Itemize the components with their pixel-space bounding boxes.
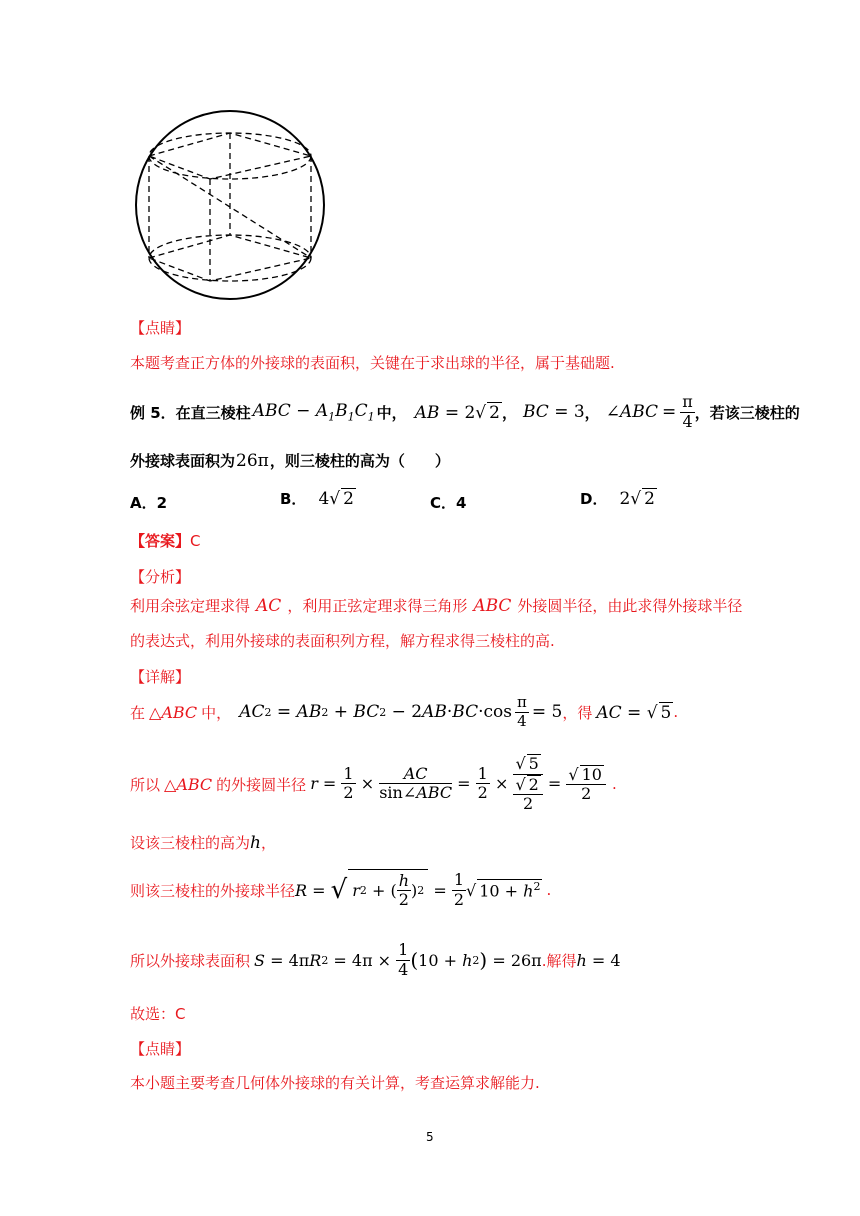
detail-step4: 则该三棱柱的外接球半径 R = √ r 2 + ( $\frac{h}{2}$ ) 2 = $\frac{1}{2}$ √ $10 + h^2$ . xyxy=(130,862,551,918)
prism-name: ABC − $A_1B_1C_1$ xyxy=(252,400,375,424)
answer-value: C xyxy=(190,532,201,550)
example5-line2a: 外接球表面积为 xyxy=(130,452,236,470)
choose-answer: 故选：C xyxy=(130,1005,186,1023)
answer-line xyxy=(130,530,201,551)
example5-mid: 中， xyxy=(376,403,407,422)
surface-area-value: 26π xyxy=(236,450,269,471)
bc-value: BC = 3 xyxy=(522,402,585,422)
example5-line1 xyxy=(130,392,800,432)
height-result: h = 4 xyxy=(576,950,621,970)
detail-text: 中， xyxy=(201,703,232,722)
geometry-figure xyxy=(130,108,330,304)
analysis-text: 外接圆半径，由此求得外接球半径 xyxy=(517,597,743,615)
option-b-letter: B． xyxy=(280,490,307,508)
cylinder-bottom-ellipse xyxy=(149,235,311,281)
triangle-abc: △ABC xyxy=(164,774,213,794)
detail-text: 所以 xyxy=(130,775,161,794)
answer-header: 【答案】 xyxy=(130,532,191,550)
analysis-header: 【分析】 xyxy=(130,568,191,586)
detail-text: 所以外接球表面积 xyxy=(130,951,251,970)
triangle-abc: △ABC xyxy=(149,702,198,722)
option-b-value: 4√ 2 xyxy=(318,489,354,509)
option-a[interactable] xyxy=(130,492,167,513)
comment1-text: 本题考查正方体的外接球的表面积，关键在于求出球的半径，属于基础题. xyxy=(130,354,615,372)
comma: ， xyxy=(584,403,600,422)
example5-line2b: ，则三棱柱的高为（ ） xyxy=(269,452,450,470)
option-d-letter: D． xyxy=(580,490,608,508)
comma: ， xyxy=(501,403,517,422)
ab-value: AB = 2√ 2 xyxy=(414,402,500,423)
page-number: 5 xyxy=(426,1130,434,1144)
detail-text: 则该三棱柱的外接球半径 xyxy=(130,881,296,900)
detail-header: 【详解】 xyxy=(130,668,191,686)
detail-text: ， xyxy=(260,834,276,852)
analysis-line2: 的表达式，利用外接球的表面积列方程，解方程求得三棱柱的高. xyxy=(130,632,555,650)
option-a-letter: A． xyxy=(130,494,157,512)
option-d[interactable] xyxy=(580,488,657,509)
circumradius-equation: r = $\frac{1}{2}$ × $\frac{AC}{\text{sin∠ABC}}$ = $\frac{1}{2}$ × $\frac{√ 5}{\frac{√ 2}{2}}$ = $\frac{√ 10}{2}$ xyxy=(310,754,606,813)
detail-text: .解得 xyxy=(541,951,577,970)
comment2-header: 【点睛】 xyxy=(130,1040,191,1058)
detail-step2: 所以 △ABC 的外接圆半径 r = $\frac{1}{2}$ × $\frac{AC}{\text{sin∠ABC}}$ = $\frac{1}{2}$ × $\frac{√ 5}{\frac{√ 2}{2}}$ = $\frac{√ 10}{2}$ . xyxy=(130,754,617,814)
option-a-value: 2 xyxy=(156,494,168,512)
option-c-letter: C． xyxy=(430,494,457,512)
example5-line2 xyxy=(130,450,450,471)
analysis-ac: AC xyxy=(256,595,282,616)
comment2-text: 本小题主要考查几何体外接球的有关计算，考查运算求解能力. xyxy=(130,1074,540,1092)
detail-step3 xyxy=(130,832,276,853)
option-c-value: 4 xyxy=(456,494,467,512)
analysis-text: 利用余弦定理求得 xyxy=(130,597,251,615)
analysis-text: ，利用正弦定理求得三角形 xyxy=(287,597,468,615)
detail-text: 的外接圆半径 xyxy=(216,775,307,794)
comment1-header: 【点睛】 xyxy=(130,319,191,337)
surface-area-equation: S = 4π R 2 = 4π × $\frac{1}{4}$ ( 10 + h 2 ) = 26π xyxy=(254,940,542,979)
detail-text: 在 xyxy=(130,703,146,722)
detail-step5 xyxy=(130,938,621,982)
analysis-line1 xyxy=(130,595,742,616)
detail-text: 设该三棱柱的高为 xyxy=(130,834,251,852)
example5-label: 例 5．在直三棱柱 xyxy=(130,403,251,422)
cosine-law-equation: AC 2 = AB 2 + BC 2 − 2 AB · BC ·cos $\frac{\pi}{4}$ = 5 xyxy=(239,693,563,730)
sphere-radius-equation: R = √ r 2 + ( $\frac{h}{2}$ ) 2 = $\frac{1}{2}$ √ $10 + h^2$ xyxy=(295,869,542,912)
angle-value: ∠ABC = $\frac{\pi}{4}$ xyxy=(605,392,693,431)
height-variable: h xyxy=(250,832,261,853)
ac-result: AC = √ 5 xyxy=(596,702,672,723)
option-d-value: 2√ 2 xyxy=(619,489,655,509)
detail-step1: 在 △ABC 中， AC 2 = AB 2 + BC 2 − 2 AB · BC ·cos $\frac{\pi}{4}$ = 5 ，得 AC = √ 5 . xyxy=(130,693,679,730)
example5-tail: ，若该三棱柱的 xyxy=(694,403,800,422)
detail-text: ，得 xyxy=(562,703,593,722)
option-b[interactable] xyxy=(280,488,356,509)
analysis-abc: ABC xyxy=(473,595,512,616)
option-c[interactable] xyxy=(430,492,466,513)
